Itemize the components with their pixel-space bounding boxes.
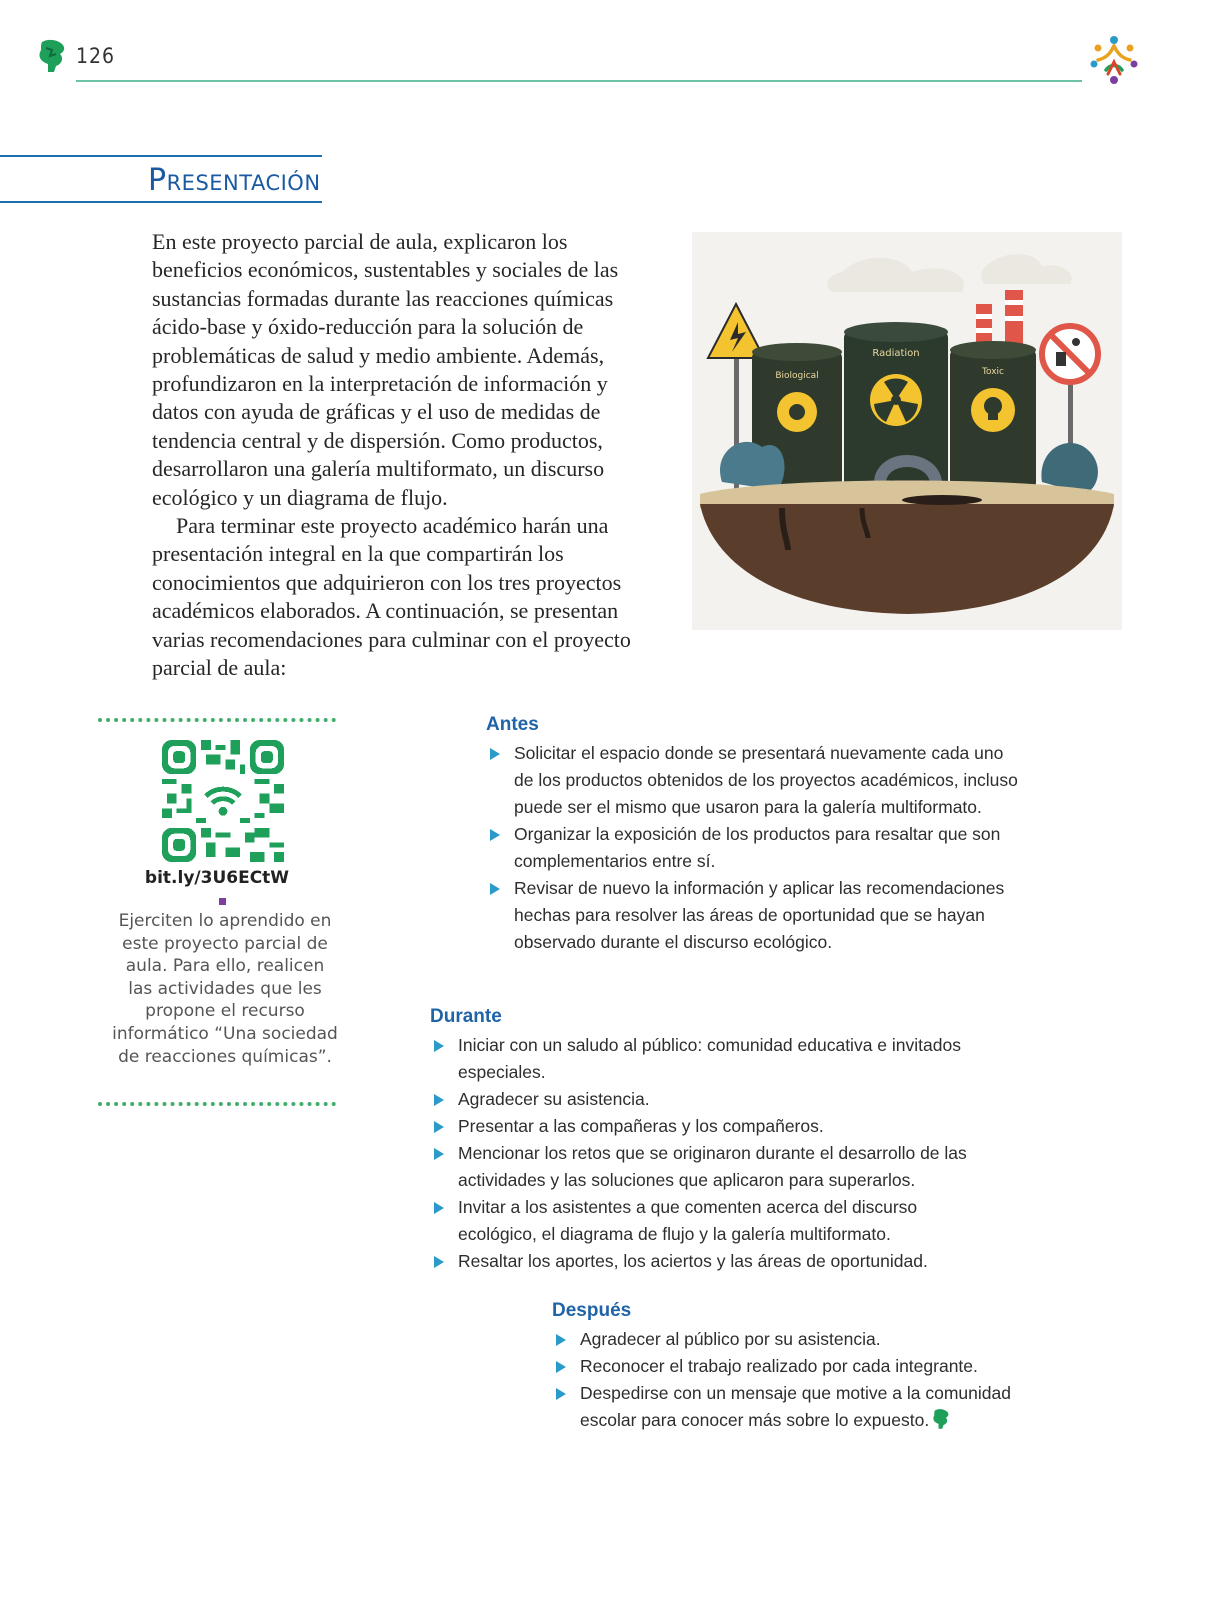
qr-caption: Ejerciten lo aprendido en este proyecto parcial de aula. Para ello, realicen las actividades que les propone el recurso informático “Una sociedad de reacciones químicas”. bbox=[112, 911, 338, 1067]
barrel-center-label: Radiation bbox=[872, 348, 920, 359]
purple-bullet-icon bbox=[219, 898, 226, 905]
qr-code-icon[interactable] bbox=[162, 740, 284, 862]
intro-text bbox=[152, 228, 652, 683]
list-item: Agradecer al público por su asistencia. bbox=[552, 1326, 1032, 1353]
triangle-bullet-icon bbox=[434, 1202, 444, 1214]
sidebar-dotted-rule-top bbox=[98, 718, 336, 722]
list-item: Revisar de nuevo la información y aplicar las recomendaciones hechas para resolver las áreas de oportunidad que se hayan observado durante el discurso ecológico. bbox=[486, 875, 1026, 956]
list-item: Solicitar el espacio donde se presentará nuevamente cada uno de los productos obtenidos de los proyectos académicos, incluso puede ser el mismo que usaron para la galería multiformato. bbox=[486, 740, 1026, 821]
list-item: Mencionar los retos que se originaron durante el desarrollo de las actividades y las soluciones que aplicaron para superarlos. bbox=[430, 1140, 990, 1194]
triangle-bullet-icon bbox=[556, 1388, 566, 1400]
triangle-bullet-icon bbox=[556, 1334, 566, 1346]
sidebar-dotted-rule-bottom bbox=[98, 1102, 336, 1106]
triangle-bullet-icon bbox=[434, 1256, 444, 1268]
title-rule-top bbox=[0, 155, 322, 157]
list-item: Organizar la exposición de los productos para resaltar que son complementarios entre sí. bbox=[486, 821, 1026, 875]
antes-list bbox=[486, 740, 1026, 956]
durante-list bbox=[430, 1032, 990, 1275]
list-item: Iniciar con un saludo al público: comunidad educativa e invitados especiales. bbox=[430, 1032, 990, 1086]
list-item: Reconocer el trabajo realizado por cada integrante. bbox=[552, 1353, 1032, 1380]
toxic-waste-illustration bbox=[692, 232, 1122, 630]
triangle-bullet-icon bbox=[556, 1361, 566, 1373]
list-item: Resaltar los aportes, los aciertos y las áreas de oportunidad. bbox=[430, 1248, 990, 1275]
barrel-right-label: Toxic bbox=[982, 367, 1004, 377]
despues-heading: Después bbox=[552, 1300, 632, 1321]
title-rule-bottom bbox=[0, 201, 322, 203]
green-logo-icon bbox=[36, 38, 68, 74]
durante-heading: Durante bbox=[430, 1006, 502, 1027]
list-item: Presentar a las compañeras y los compañeros. bbox=[430, 1113, 990, 1140]
green-logo-icon bbox=[931, 1408, 951, 1430]
antes-heading: Antes bbox=[486, 714, 539, 735]
page-number: 126 bbox=[76, 44, 116, 68]
triangle-bullet-icon bbox=[434, 1094, 444, 1106]
triangle-bullet-icon bbox=[490, 829, 500, 841]
barrel-left-label: Biological bbox=[775, 371, 819, 381]
triangle-bullet-icon bbox=[434, 1148, 444, 1160]
list-item: Agradecer su asistencia. bbox=[430, 1086, 990, 1113]
intro-paragraph-1: En este proyecto parcial de aula, explicaron los beneficios económicos, sustentables y sociales de las sustancias formadas durante las reacciones químicas ácido-base y óxido-reducción para la solución de problemáticas de salud y medio ambiente. Además, profundizaron en la interpretación de información y datos con ayuda de gráficas y el uso de medidas de tendencia central y de dispersión. Como productos, desarrollaron una galería multiformato, un discurso ecológico y un diagrama de flujo. bbox=[152, 229, 619, 510]
list-item: Invitar a los asistentes a que comenten acerca del discurso ecológico, el diagrama de flujo y la galería multiformato. bbox=[430, 1194, 990, 1248]
despues-list bbox=[552, 1326, 1032, 1434]
triangle-bullet-icon bbox=[490, 748, 500, 760]
header-rule bbox=[76, 80, 1082, 82]
colorful-emblem-icon bbox=[1088, 34, 1140, 86]
list-item: Despedirse con un mensaje que motive a la comunidad escolar para conocer más sobre lo expuesto. bbox=[552, 1380, 1032, 1434]
triangle-bullet-icon bbox=[434, 1121, 444, 1133]
triangle-bullet-icon bbox=[434, 1040, 444, 1052]
triangle-bullet-icon bbox=[490, 883, 500, 895]
section-title: Presentación bbox=[148, 163, 321, 198]
intro-paragraph-2: Para terminar este proyecto académico harán una presentación integral en la que compartirán los conocimientos que adquirieron con los tres proyectos académicos elaborados. A continuación, se presentan varias recomendaciones para culminar con el proyecto parcial de aula: bbox=[152, 513, 631, 681]
qr-url-link[interactable]: bit.ly/3U6ECtW bbox=[144, 868, 290, 888]
